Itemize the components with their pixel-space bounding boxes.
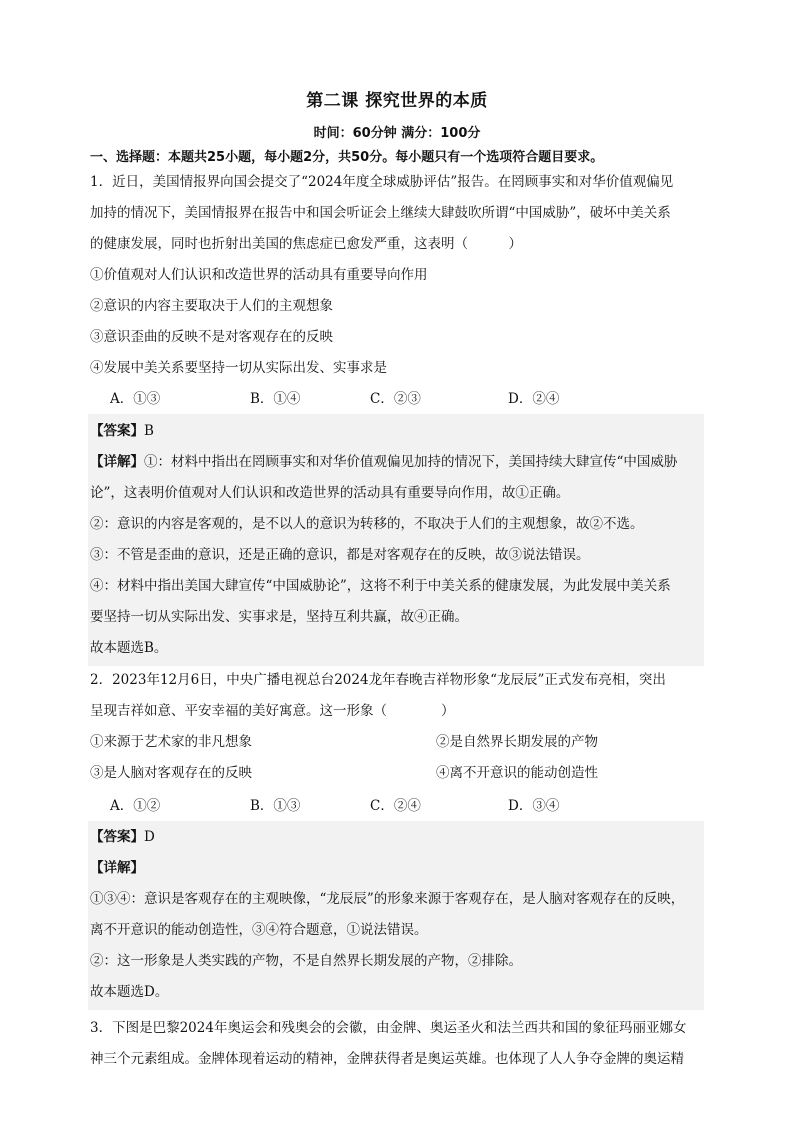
q1-option-c: C．②③ bbox=[370, 391, 421, 407]
q2-item: ②是自然界长期发展的产物 bbox=[436, 734, 598, 750]
q1-detail-line: ④：材料中指出美国大肆宣传“中国威胁论”，这将不利于中美关系的健康发展，为此发展中美关系 bbox=[90, 578, 671, 594]
q2-items-row bbox=[90, 732, 710, 752]
detail-label: 【详解】 bbox=[90, 454, 144, 470]
q2-detail-line: 离不开意识的能动创造性，③④符合题意，①说法错误。 bbox=[90, 922, 428, 938]
q2-item: ③是人脑对客观存在的反映 bbox=[90, 765, 252, 781]
q2-options bbox=[110, 796, 710, 816]
detail-label: 【详解】 bbox=[90, 860, 144, 876]
q2-stem-line: 呈现吉祥如意、平安幸福的美好寓意。这一形象（ ） bbox=[90, 703, 455, 719]
q1-stem-line: 1．近日，美国情报界向国会提交了“2024年度全球威胁评估”报告。在罔顾事实和对华价值观偏见 bbox=[90, 174, 674, 190]
q2-option-d: D．③④ bbox=[508, 798, 560, 814]
q2-detail-line: ②：这一形象是人类实践的产物，不是自然界长期发展的产物，②排除。 bbox=[90, 953, 522, 969]
answer-label: 【答案】 bbox=[90, 829, 144, 845]
document-title: 第二课 探究世界的本质 bbox=[306, 91, 488, 111]
q2-detail-line: ①③④：意识是客观存在的主观映像，“龙辰辰”的形象来源于客观存在，是人脑对客观存在的反映， bbox=[90, 891, 685, 907]
q1-detail-line: ②：意识的内容是客观的，是不以人的意识为转移的，不取决于人们的主观想象，故②不选。 bbox=[90, 516, 644, 532]
q1-stem-line: 的健康发展，同时也折射出美国的焦虑症已愈发严重，这表明（ ） bbox=[90, 236, 522, 252]
answer-value: D bbox=[144, 829, 155, 845]
q1-option-b: B．①④ bbox=[250, 391, 301, 407]
q1-detail-line bbox=[90, 452, 710, 472]
q1-option-a: A．①③ bbox=[110, 391, 161, 407]
section-heading: 一、选择题：本题共25小题，每小题2分，共50分。每小题只有一个选项符合题目要求。 bbox=[90, 150, 604, 165]
q2-detail-line: 故本题选D。 bbox=[90, 984, 169, 1000]
answer-value: B bbox=[144, 423, 154, 439]
q1-detail-line: 论”，这表明价值观对人们认识和改造世界的活动具有重要导向作用，故①正确。 bbox=[90, 485, 570, 501]
q1-item: ④发展中美关系要坚持一切从实际出发、实事求是 bbox=[90, 360, 387, 376]
q2-option-c: C．②④ bbox=[370, 798, 421, 814]
q2-items-row bbox=[90, 763, 710, 783]
q1-stem-line: 加持的情况下，美国情报界在报告中和国会听证会上继续大肆鼓吹所谓“中国威胁”，破坏中美关系 bbox=[90, 205, 671, 221]
q1-options bbox=[110, 389, 710, 409]
q3-stem-line: 神三个元素组成。金牌体现着运动的精神，金牌获得者是奥运英雄。也体现了人人争夺金牌的奥运精 bbox=[90, 1051, 684, 1067]
q1-answer bbox=[90, 421, 710, 441]
q1-detail-line: ③：不管是歪曲的意识，还是正确的意识，都是对客观存在的反映，故③说法错误。 bbox=[90, 547, 590, 563]
q2-option-b: B．①③ bbox=[250, 798, 301, 814]
detail-text: ①：材料中指出在罔顾事实和对华价值观偏见加持的情况下，美国持续大肆宣传“中国威胁 bbox=[144, 454, 678, 470]
q1-detail-line: 故本题选B。 bbox=[90, 640, 168, 656]
q1-item: ②意识的内容主要取决于人们的主观想象 bbox=[90, 298, 333, 314]
q2-item: ①来源于艺术家的非凡想象 bbox=[90, 734, 252, 750]
q2-option-a: A．①② bbox=[110, 798, 161, 814]
q2-item: ④离不开意识的能动创造性 bbox=[436, 765, 598, 781]
q2-stem-line: 2．2023年12月6日，中央广播电视总台2024龙年春晚吉祥物形象“龙辰辰”正式发布亮相，突出 bbox=[90, 672, 666, 688]
q2-answer bbox=[90, 827, 710, 847]
q1-detail-line: 要坚持一切从实际出发、实事求是，坚持互利共赢，故④正确。 bbox=[90, 609, 468, 625]
q1-item: ③意识歪曲的反映不是对客观存在的反映 bbox=[90, 329, 333, 345]
exam-meta: 时间：60分钟 满分：100分 bbox=[313, 126, 481, 141]
q3-stem-line: 3．下图是巴黎2024年奥运会和残奥会的会徽，由金牌、奥运圣火和法兰西共和国的象征玛丽亚娜女 bbox=[90, 1020, 687, 1036]
q1-item: ①价值观对人们认识和改造世界的活动具有重要导向作用 bbox=[90, 267, 428, 283]
q2-detail-label bbox=[90, 858, 710, 878]
answer-label: 【答案】 bbox=[90, 423, 144, 439]
q1-option-d: D．②④ bbox=[508, 391, 560, 407]
